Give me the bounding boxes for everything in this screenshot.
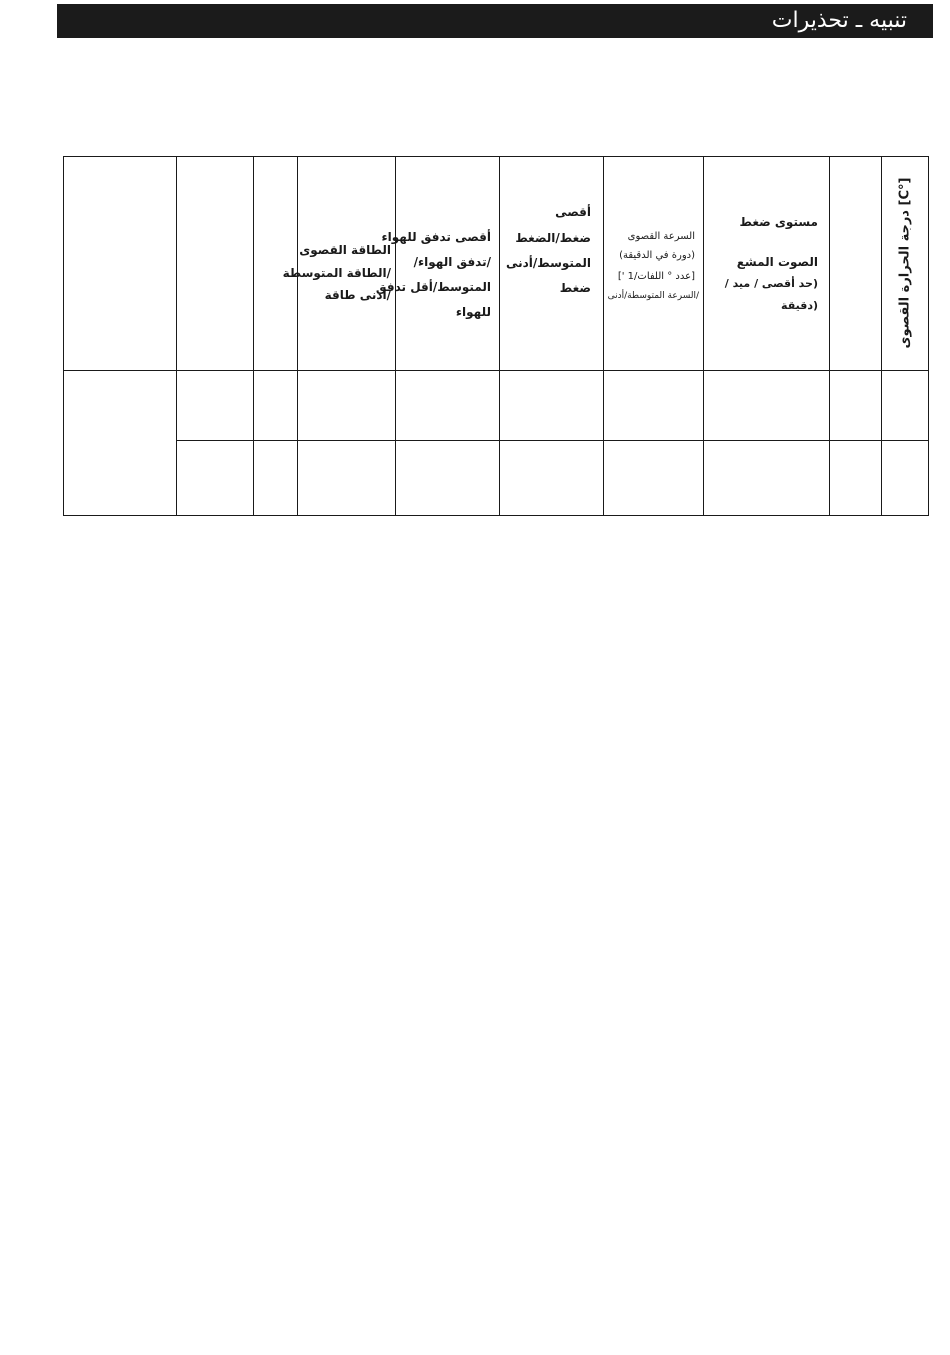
header-bar: [57, 4, 933, 38]
header-label-power-line1: الطاقة القصوى: [299, 243, 391, 257]
header-label-noise-line2: الصوت المشع: [736, 255, 818, 269]
header-label-pressure-line3: المتوسط/أدنى: [505, 256, 591, 270]
group-cell: [64, 371, 176, 515]
header-label-speed-line1: السرعة القصوى: [627, 231, 695, 242]
header-label-airflow-line2: /تدفق الهواء/: [413, 255, 491, 269]
header-label-noise-line1: مستوى ضغط: [739, 215, 818, 229]
header-label-pressure-line1: أقصى: [555, 205, 591, 219]
table-row: [176, 371, 928, 440]
header-label-power-line2: /الطاقة المتوسطة: [282, 266, 391, 280]
header-label-power-line3: /أدنى طاقة: [324, 288, 391, 302]
header-label-pressure-line2: ضغط/الضغط: [515, 231, 591, 245]
page-title: تنبيه ـ تحذيرات: [771, 8, 907, 33]
header-cell-max-temp: [882, 157, 929, 370]
table-row: [176, 441, 928, 516]
header-label-speed-line2: (دورة في الدقيقة): [619, 250, 695, 261]
header-label-speed-line3: [عدد ° اللفات/1 ']: [617, 271, 695, 282]
header-label-noise-line3: (حد أقصى / ميد /: [724, 277, 818, 290]
header-label-airflow-line4: للهواء: [455, 305, 491, 319]
header-label-pressure-line4: ضغط: [559, 281, 591, 295]
header-label-airflow-line1: أقصى تدفق للهواء: [381, 230, 491, 244]
spec-table: [63, 156, 929, 516]
header-label-max-temp: [°C] درجة الحرارة القصوى: [897, 177, 913, 349]
header-label-speed-line4: /السرعة المتوسطة/أدنى: [607, 291, 699, 301]
header-label-noise-line4: (دقيقة: [781, 299, 818, 312]
header-label-airflow-line3: المتوسط/أقل تدفق: [375, 280, 491, 294]
